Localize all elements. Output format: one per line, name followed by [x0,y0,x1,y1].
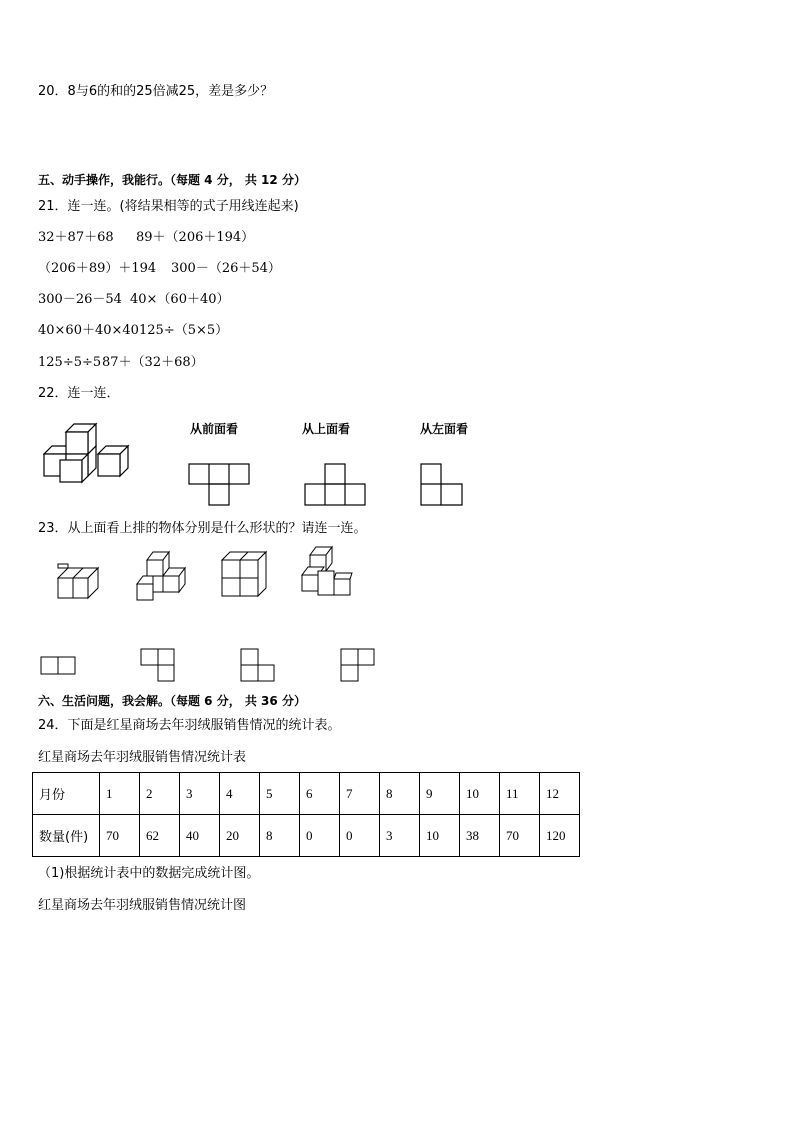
q23-option-3 [240,648,276,682]
table-cell: 数量(件) [33,815,100,857]
question-22-title: 22．连一连． [38,386,120,401]
table-cell: 6 [300,773,340,815]
sales-statistics-table [32,772,580,857]
q23-option-4 [340,648,376,682]
table-cell: 120 [540,815,580,857]
table-cell: 0 [340,815,380,857]
table-cell: 8 [260,815,300,857]
question-23-title: 23．从上面看上排的物体分别是什么形状的？请连一连。 [38,521,367,536]
section-6-header: 六、生活问题，我会解。（每题 6 分， 共 36 分） [38,694,306,708]
q21-left-1: 32＋87＋68 [38,230,114,245]
table-cell: 9 [420,773,460,815]
q22-cube-stack-figure [40,418,130,488]
section-5-header: 五、动手操作，我能行。（每题 4 分， 共 12 分） [38,173,306,187]
q21-left-2: （206＋89）＋194 [38,261,157,276]
table-cell: 70 [100,815,140,857]
table-cell: 0 [300,815,340,857]
chart-title: 红星商场去年羽绒服销售情况统计图 [38,898,247,913]
q22-top-view-shape [304,463,366,507]
q21-left-3: 300－26－54 [38,292,122,307]
q21-left-5: 125÷5÷5 [38,355,102,370]
table-cell: 62 [140,815,180,857]
question-24-title: 24．下面是红星商场去年羽绒服销售情况的统计表。 [38,718,341,733]
table-cell: 月份 [33,773,100,815]
question-20: 20．8与6的和的25倍减25，差是多少？ [38,84,274,99]
q22-front-view-shape [188,463,250,507]
table-cell: 2 [140,773,180,815]
q23-object-4 [300,545,354,601]
q23-option-1 [40,656,76,676]
table-cell: 10 [420,815,460,857]
table-cell: 40 [180,815,220,857]
view-label-top: 从上面看 [302,422,351,436]
table-cell: 3 [180,773,220,815]
q22-left-view-shape [420,463,464,507]
table-row [33,815,580,857]
table-cell: 70 [500,815,540,857]
table-cell: 5 [260,773,300,815]
q23-object-1 [56,562,106,600]
table-cell: 7 [340,773,380,815]
q21-right-3: 40×（60＋40） [130,292,230,307]
q23-option-2 [140,648,176,682]
q21-right-4: 125÷（5×5） [139,323,229,338]
q21-right-5: 87＋（32＋68） [102,355,204,370]
q23-object-3 [220,550,268,600]
question-21-title: 21．连一连。(将结果相等的式子用线连起来) [38,199,299,214]
table-row [33,773,580,815]
table-cell: 38 [460,815,500,857]
view-label-left: 从左面看 [420,422,469,436]
q21-left-4: 40×60＋40×40 [38,323,139,338]
table-cell: 12 [540,773,580,815]
table-cell: 10 [460,773,500,815]
q23-object-2 [135,548,189,602]
q24-subquestion-1: （1)根据统计表中的数据完成统计图。 [38,866,260,881]
table-cell: 8 [380,773,420,815]
q21-right-2: 300－（26＋54） [171,261,281,276]
table-cell: 4 [220,773,260,815]
q21-right-1: 89＋（206＋194） [136,230,255,245]
table-cell: 3 [380,815,420,857]
table-cell: 20 [220,815,260,857]
table-title: 红星商场去年羽绒服销售情况统计表 [38,750,247,765]
view-label-front: 从前面看 [190,422,239,436]
table-cell: 1 [100,773,140,815]
table-cell: 11 [500,773,540,815]
